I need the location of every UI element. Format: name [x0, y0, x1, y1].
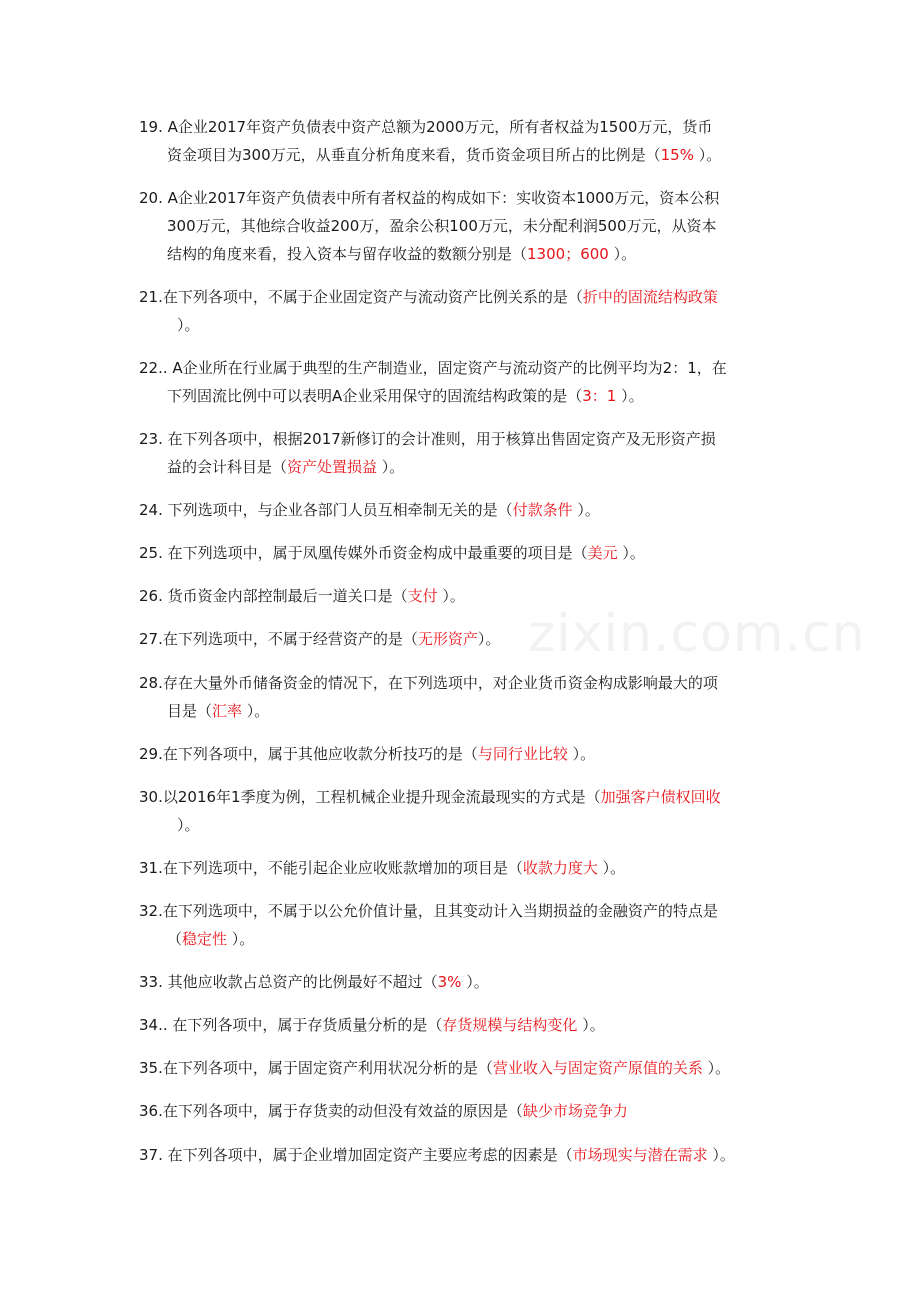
question-28	[139, 669, 799, 725]
answer: 1300；600	[527, 245, 609, 263]
question-text-cont: ）。	[177, 316, 200, 334]
question-number: 30.	[139, 788, 163, 806]
answer: 3：1	[582, 387, 617, 405]
question-32	[139, 897, 799, 953]
question-text-cont: 下列固流比例中可以表明A企业采用保守的固流结构政策的是（3：1 ）。	[167, 387, 644, 405]
question-number: 33.	[139, 973, 163, 991]
answer: 汇率	[212, 702, 243, 720]
question-21: 21.在下列各项中，不属于企业固定资产与流动资产比例关系的是（折中的固流结构政策 ）。	[139, 283, 799, 339]
answer: 收款力度大	[522, 859, 598, 877]
answer: 市场现实与潜在需求	[572, 1146, 708, 1164]
answer: 存货规模与结构变化	[442, 1016, 578, 1034]
question-text: A企业2017年资产负债表中所有者权益的构成如下：实收资本1000万元，资本公积	[162, 189, 720, 207]
watermark: zixin.com.cn	[528, 604, 866, 664]
answer: 付款条件	[512, 501, 573, 519]
question-number: 35.	[139, 1059, 163, 1077]
answer: 与同行业比较	[477, 745, 568, 763]
question-number: 23.	[139, 430, 163, 448]
question-23	[139, 425, 799, 481]
question-text-cont: 结构的角度来看，投入资本与留存收益的数额分别是（1300；600 ）。	[167, 245, 637, 263]
question-number: 28.	[139, 674, 163, 692]
question-text: 存在大量外币储备资金的情况下，在下列选项中，对企业货币资金构成影响最大的项	[162, 674, 718, 692]
question-number: 37.	[139, 1146, 163, 1164]
answer: 折中的固流结构政策	[582, 288, 718, 306]
question-text: 在下列各项中，根据2017新修订的会计准则，用于核算出售固定资产及无形资产损	[162, 430, 716, 448]
question-text-cont: 资金项目为300万元，从垂直分析角度来看，货币资金项目所占的比例是（15% ）。	[167, 146, 722, 164]
question-27: 27.在下列选项中，不属于经营资产的是（无形资产）。	[139, 630, 501, 648]
answer: 加强客户债权回收	[600, 788, 721, 806]
question-text-cont: 300万元，其他综合收益200万，盈余公积100万元，未分配利润500万元，从资本	[167, 217, 717, 235]
question-text-cont: ）。	[177, 816, 200, 834]
question-text: . A企业所在行业属于典型的生产制造业，固定资产与流动资产的比例平均为2：1，在	[162, 359, 727, 377]
question-19	[139, 113, 799, 169]
answer: 15%	[660, 146, 694, 164]
answer: 缺少市场竞争力	[522, 1102, 628, 1120]
question-number: 25.	[139, 544, 163, 562]
answer: 美元	[587, 544, 618, 562]
question-text-cont: （稳定性 ）。	[167, 930, 255, 948]
question-number: 34.	[139, 1016, 163, 1034]
answer: 资产处置损益	[287, 458, 378, 476]
question-37: 37. 在下列各项中，属于企业增加固定资产主要应考虑的因素是（市场现实与潜在需求 ）。	[139, 1146, 735, 1164]
answer: 营业收入与固定资产原值的关系	[492, 1059, 703, 1077]
question-36: 36.在下列各项中，属于存货卖的动但没有效益的原因是（缺少市场竞争力	[139, 1102, 628, 1120]
question-26: 26. 货币资金内部控制最后一道关口是（支付 ）。	[139, 587, 465, 605]
question-20	[139, 184, 799, 268]
answer: 支付	[407, 587, 438, 605]
question-number: 20.	[139, 189, 163, 207]
question-22	[139, 354, 799, 410]
question-text: A企业2017年资产负债表中资产总额为2000万元，所有者权益为1500万元，货币	[162, 118, 713, 136]
question-35: 35.在下列各项中，属于固定资产利用状况分析的是（营业收入与固定资产原值的关系 ）。	[139, 1059, 731, 1077]
question-31: 31.在下列选项中，不能引起企业应收账款增加的项目是（收款力度大 ）。	[139, 859, 626, 877]
question-text: 在下列选项中，不属于以公允价值计量，且其变动计入当期损益的金融资产的特点是	[162, 902, 718, 920]
question-24: 24. 下列选项中，与企业各部门人员互相牵制无关的是（付款条件 ）。	[139, 501, 600, 519]
question-number: 19.	[139, 118, 163, 136]
question-number: 36.	[139, 1102, 163, 1120]
question-number: 31.	[139, 859, 163, 877]
question-number: 27.	[139, 630, 163, 648]
answer: 稳定性	[182, 930, 228, 948]
question-number: 29.	[139, 745, 163, 763]
question-33: 33. 其他应收款占总资产的比例最好不超过（3% ）。	[139, 973, 489, 991]
answer: 无形资产	[417, 630, 478, 648]
question-30: 30.以2016年1季度为例，工程机械企业提升现金流最现实的方式是（加强客户债权回收 ）。	[139, 783, 799, 839]
question-29: 29.在下列各项中，属于其他应收款分析技巧的是（与同行业比较 ）。	[139, 745, 596, 763]
answer: 3%	[437, 973, 462, 991]
question-text-cont: 益的会计科目是（资产处置损益 ）。	[167, 458, 405, 476]
question-text-cont: 目是（汇率 ）。	[167, 702, 270, 720]
question-34: 34.. 在下列各项中，属于存货质量分析的是（存货规模与结构变化 ）。	[139, 1016, 605, 1034]
question-number: 32.	[139, 902, 163, 920]
question-25: 25. 在下列选项中，属于凤凰传媒外币资金构成中最重要的项目是（美元 ）。	[139, 544, 645, 562]
question-number: 24.	[139, 501, 163, 519]
question-number: 22.	[139, 359, 163, 377]
question-number: 26.	[139, 587, 163, 605]
question-number: 21.	[139, 288, 163, 306]
